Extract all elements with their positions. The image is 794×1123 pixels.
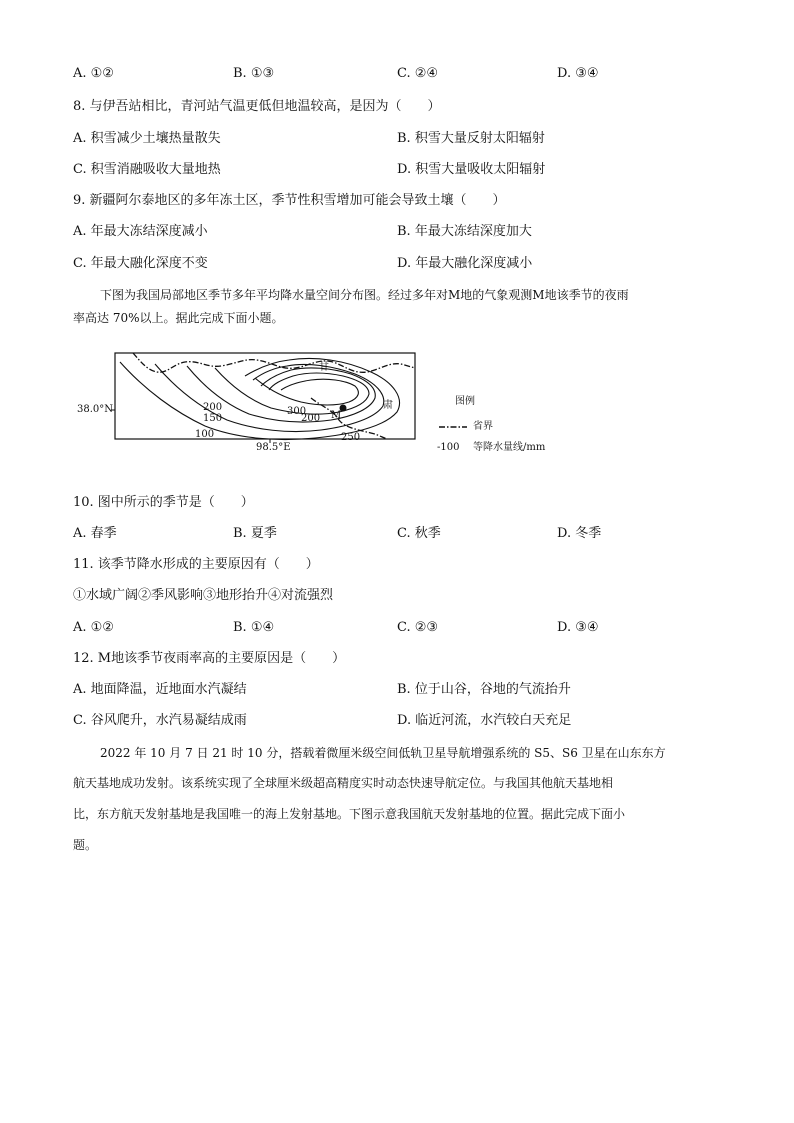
q12-option-a: A. 地面降温，近地面水汽凝结 <box>73 682 247 697</box>
q12-option-d: D. 临近河流，水汽较白天充足 <box>397 713 572 728</box>
q10-stem <box>0 493 794 513</box>
q9-options-row1 <box>0 222 794 242</box>
q10-question: 10. 图中所示的季节是（ ） <box>73 495 254 510</box>
intro2-line2: 航天基地成功发射。该系统实现了全球厘米级超高精度实时动态快速导航定位。与我国其他航天基地相 <box>73 776 614 790</box>
q8-question: 8. 与伊吾站相比，青河站气温更低但地温较高，是因为（ ） <box>73 99 441 114</box>
isohyet-300 <box>255 378 358 405</box>
q9-options-row2 <box>0 254 794 274</box>
isohyet-150 <box>155 364 384 432</box>
q8-options-row1 <box>0 129 794 149</box>
intro1-line1: 下图为我国局部地区季节多年平均降水量空间分布图。经过多年对M地的气象观测M地该季节的夜雨 <box>100 288 629 302</box>
q12-options-row2 <box>0 711 794 731</box>
q11-question: 11. 该季节降水形成的主要原因有（ ） <box>73 557 319 572</box>
q11-factors-row <box>0 586 794 606</box>
intro-paragraph-1 <box>73 286 723 326</box>
q9-option-b: B. 年最大冻结深度加大 <box>397 224 532 239</box>
intro2-line4: 题。 <box>73 838 98 852</box>
contour-label-300: 300 <box>287 406 307 417</box>
q8-option-b: B. 积雪大量反射太阳辐射 <box>397 131 545 146</box>
q11-option-b: B. ①④ <box>233 620 275 635</box>
q9-option-a: A. 年最大冻结深度减小 <box>73 224 208 239</box>
precipitation-map-figure <box>75 350 595 485</box>
intro-paragraph-2 <box>73 744 723 854</box>
point-m-label: M <box>331 410 342 421</box>
q11-stem <box>0 555 794 575</box>
province-label-gan: 甘 <box>319 362 329 373</box>
q10-option-a: A. 春季 <box>73 526 117 541</box>
intro2-line3: 比，东方航天发射基地是我国唯一的海上发射基地。下图示意我国航天发射基地的位置。据此完成下面小 <box>73 807 626 821</box>
q10-option-d: D. 冬季 <box>557 526 602 541</box>
q9-question: 9. 新疆阿尔泰地区的多年冻土区，季节性积雪增加可能会导致土壤（ ） <box>73 193 506 208</box>
province-label-su: 肃 <box>383 400 393 411</box>
q10-options <box>0 524 794 544</box>
q8-option-d: D. 积雪大量吸收太阳辐射 <box>397 162 546 177</box>
q9-stem <box>0 191 794 211</box>
legend-isohyet-text: 等降水量线/mm <box>473 442 546 453</box>
legend-isohyet-value: 100 <box>440 442 460 453</box>
legend-isohyet-symbol: -100 <box>437 442 460 453</box>
q11-factors: ①水域广阔②季风影响③地形抬升④对流强烈 <box>73 588 334 603</box>
q12-stem <box>0 649 794 669</box>
q11-option-c: C. ②③ <box>397 620 439 635</box>
q11-option-d: D. ③④ <box>557 620 599 635</box>
q12-options-row1 <box>0 680 794 700</box>
q8-option-a: A. 积雪减少土壤热量散失 <box>73 131 221 146</box>
contour-label-150: 150 <box>203 413 223 424</box>
q11-option-a: A. ①② <box>73 620 114 635</box>
q10-option-b: B. 夏季 <box>233 526 277 541</box>
contour-label-100: 100 <box>195 429 215 440</box>
q7-option-c: C. ②④ <box>397 66 439 81</box>
q9-option-c: C. 年最大融化深度不变 <box>73 256 208 271</box>
contour-label-200-south: 200 <box>301 413 321 424</box>
q7-options <box>0 64 794 84</box>
q8-stem <box>0 97 794 117</box>
legend-title: 图例 <box>455 396 475 407</box>
intro2-line1: 2022 年 10 月 7 日 21 时 10 分，搭载着微厘米级空间低轨卫星导航增强系统的 S5、S6 卫星在山东东方 <box>100 746 666 760</box>
legend-border-text: 省界 <box>473 421 493 432</box>
q12-question: 12. M地该季节夜雨率高的主要原因是（ ） <box>73 651 346 666</box>
lon-label: 98.5°E <box>256 442 291 453</box>
intro1-line2: 率高达 70%以上。据此完成下面小题。 <box>73 311 284 325</box>
q9-option-d: D. 年最大融化深度减小 <box>397 256 533 271</box>
contour-label-200-west: 200 <box>203 402 223 413</box>
q7-option-d: D. ③④ <box>557 66 599 81</box>
q11-options <box>0 618 794 638</box>
lat-label: 38.0°N <box>77 404 114 415</box>
q7-option-a: A. ①② <box>73 66 114 81</box>
q12-option-b: B. 位于山谷，谷地的气流抬升 <box>397 682 571 697</box>
contour-label-250: 250 <box>341 432 361 443</box>
q10-option-c: C. 秋季 <box>397 526 441 541</box>
isohyet-100 <box>120 359 399 440</box>
q8-option-c: C. 积雪消融吸收大量地热 <box>73 162 221 177</box>
q7-option-b: B. ①③ <box>233 66 275 81</box>
q8-options-row2 <box>0 160 794 180</box>
q12-option-c: C. 谷风爬升，水汽易凝结成雨 <box>73 713 247 728</box>
